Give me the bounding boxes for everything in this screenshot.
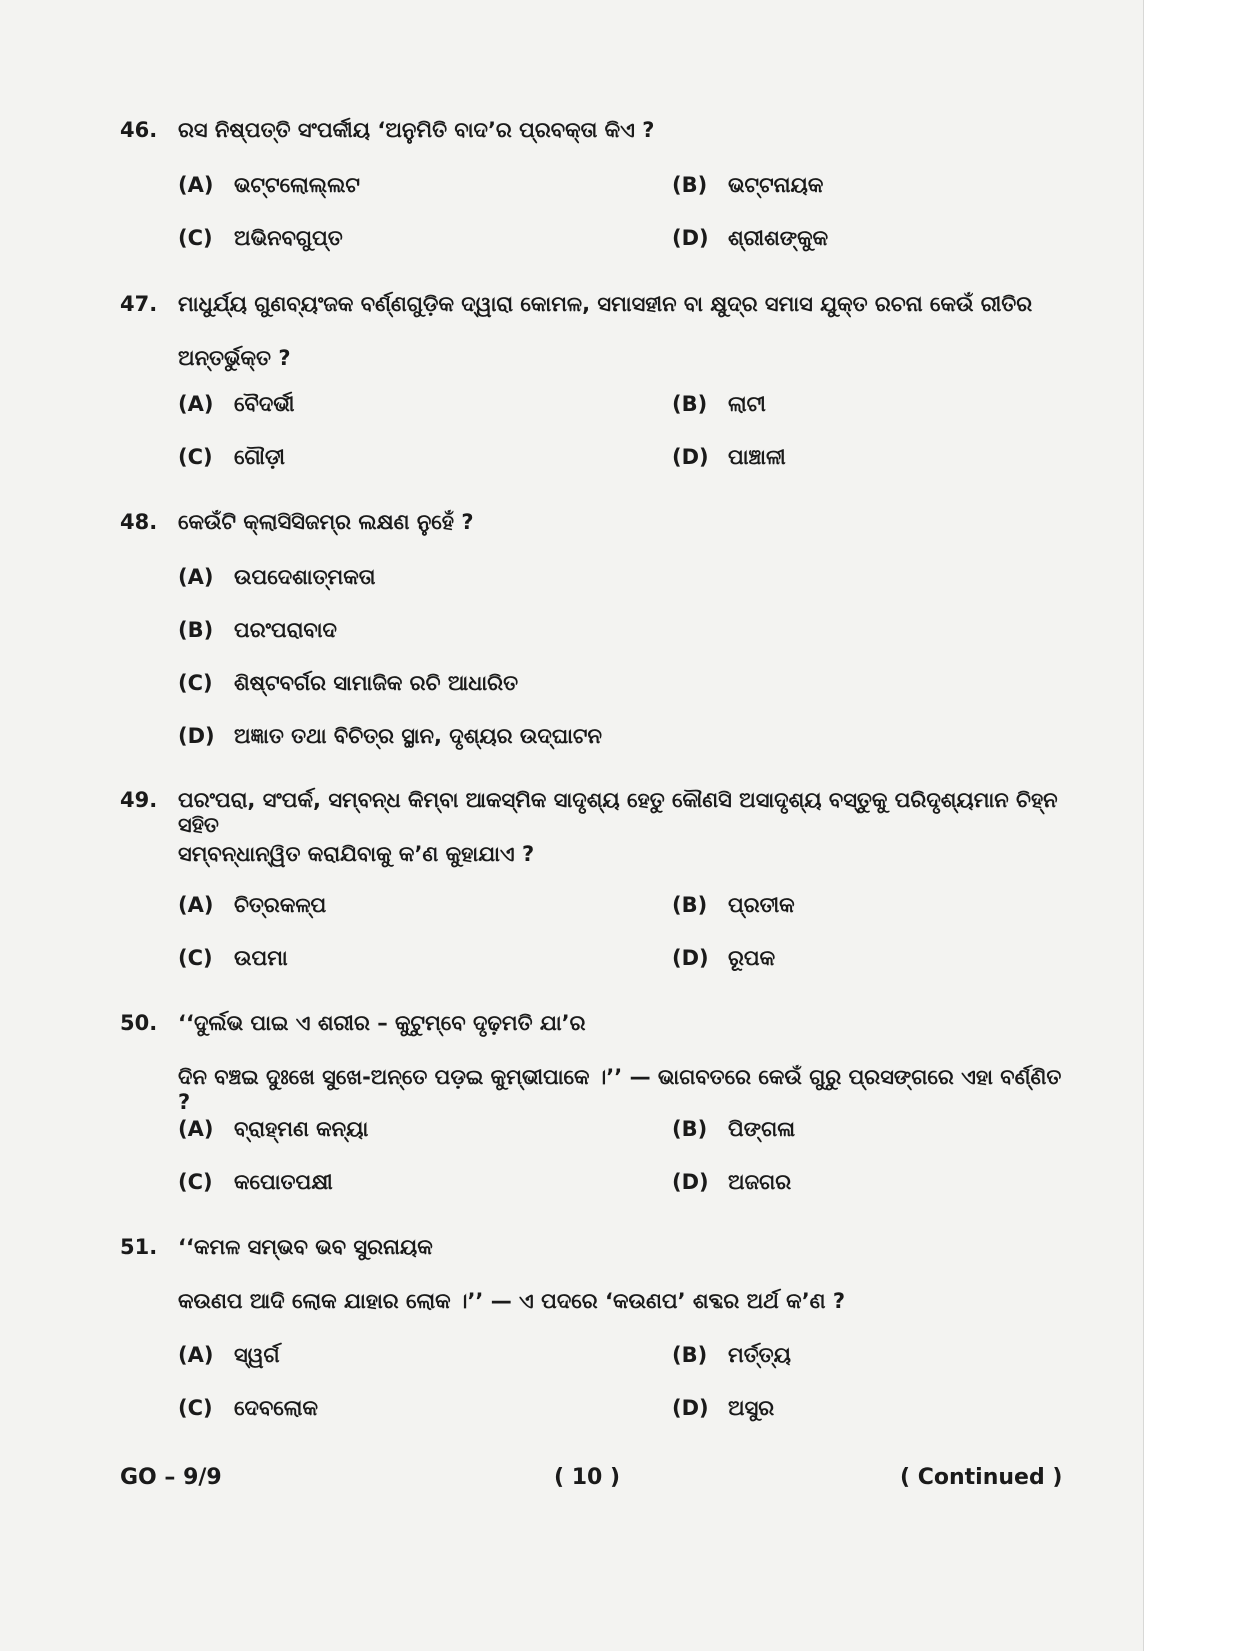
question-number: 49. xyxy=(120,788,158,812)
question-line: ‘‘ଦୁର୍ଲଭ ପାଇ ଏ ଶରୀର – କୁଟୁମ୍ବେ ଦୃଢ଼ମତି ଯା’ର xyxy=(178,1011,586,1035)
option-48-d xyxy=(178,724,602,749)
option-48-c xyxy=(178,671,518,696)
question-line: କେଉଁଟି କ୍ଲାସିସିଜମ୍‌ର ଲକ୍ଷଣ ନୁହେଁ ? xyxy=(178,510,474,534)
option-label: (B) xyxy=(672,173,708,197)
option-text: ଅଜ୍ଞାତ ତଥା ବିଚିତ୍ର ସ୍ଥାନ, ଦୃଶ୍ୟର ଉଦ୍‌ଘାଟନ xyxy=(234,724,602,748)
option-label: (D) xyxy=(672,445,709,469)
option-label: (A) xyxy=(178,173,214,197)
option-51-a xyxy=(178,1343,280,1368)
option-text: ମର୍ତ୍ତ୍ୟ xyxy=(728,1343,791,1367)
question-line: ରସ ନିଷ୍ପତ୍ତି ସଂପର୍କୀୟ ‘ଅନୁମିତି ବାଦ’ର ପ୍ରବକ୍ତା କିଏ ? xyxy=(178,118,655,142)
question-text xyxy=(178,1235,1080,1343)
question-51 xyxy=(120,1235,1080,1343)
question-line: ଦିନ ବଞ୍ଚଇ ଦୁଃଖେ ସୁଖେ-ଅନ୍ତେ ପଡ଼ଇ କୁମ୍ଭୀପାକେ ।’’ — ଭାଗବତରେ କେଉଁ ଗୁରୁ ପ୍ରସଙ୍ଗରେ ଏହା ବର୍ଣ୍ଣିତ ? xyxy=(178,1065,1062,1115)
question-49 xyxy=(120,788,1080,896)
option-49-d xyxy=(672,946,775,971)
option-46-b xyxy=(672,173,823,198)
option-51-d xyxy=(672,1396,774,1421)
question-line: ପରଂପରା, ସଂପର୍କ, ସମ୍ବନ୍ଧ କିମ୍ବା ଆକସ୍ମିକ ସାଦୃଶ୍ୟ ହେତୁ କୌଣସି ଅସାଦୃଶ୍ୟ ବସ୍ତୁକୁ ପରିଦୃଶ୍ୟମାନ ଚିହ୍ନ ସହିତ xyxy=(178,788,1058,838)
option-50-a xyxy=(178,1117,368,1142)
option-50-d xyxy=(672,1170,791,1195)
option-text: ଭଟ୍ଟଲୋଲ୍ଲଟ xyxy=(234,173,360,197)
option-label: (D) xyxy=(672,1170,709,1194)
question-47 xyxy=(120,292,1080,400)
question-line: କଉଣପ ଆଦି ଲୋକ ଯାହାର ଲୋକ ।’’ — ଏ ପଦରେ ‘କଉଣପ’ ଶବ୍ଦର ଅର୍ଥ କ’ଣ ? xyxy=(178,1289,846,1313)
question-line: ସମ୍ବନ୍ଧାନ୍ୱିତ କରାଯିବାକୁ କ’ଣ କୁହାଯାଏ ? xyxy=(178,842,535,866)
option-label: (C) xyxy=(178,226,213,250)
option-text: ଭଟ୍ଟନାୟକ xyxy=(728,173,824,197)
option-text: କପୋତପକ୍ଷୀ xyxy=(234,1170,333,1194)
option-46-d xyxy=(672,226,828,251)
page-number: ( 10 ) xyxy=(554,1465,621,1490)
option-text: ରୂପକ xyxy=(728,946,776,970)
option-label: (B) xyxy=(672,1343,708,1367)
option-label: (D) xyxy=(672,1396,709,1420)
option-label: (C) xyxy=(178,946,213,970)
option-label: (A) xyxy=(178,893,214,917)
option-text: ଅସୁର xyxy=(728,1396,775,1420)
option-text: ଅଜଗର xyxy=(728,1170,792,1194)
option-text: ପାଞ୍ଚାଳୀ xyxy=(728,445,786,469)
option-text: ଗୌଡ଼ୀ xyxy=(234,445,286,469)
option-label: (D) xyxy=(672,946,709,970)
option-text: ବୈଦର୍ଭୀ xyxy=(234,392,295,416)
option-49-a xyxy=(178,893,326,918)
option-label: (D) xyxy=(672,226,709,250)
question-number: 51. xyxy=(120,1235,158,1259)
option-label: (B) xyxy=(672,893,708,917)
question-text xyxy=(178,118,1080,172)
booklet-code: GO – 9/9 xyxy=(120,1465,222,1490)
option-text: ସ୍ୱର୍ଗ xyxy=(234,1343,280,1367)
option-47-b xyxy=(672,392,766,417)
option-text: ଚିତ୍ରକଳ୍ପ xyxy=(234,893,327,917)
option-text: ପ୍ରତୀକ xyxy=(728,893,795,917)
question-number: 47. xyxy=(120,292,158,316)
question-text xyxy=(178,510,1080,564)
question-text xyxy=(178,292,1080,400)
option-48-a xyxy=(178,565,375,590)
option-text: ଶିଷ୍ଟବର୍ଗର ସାମାଜିକ ରଚି ଆଧାରିତ xyxy=(234,671,519,695)
option-text: ଉପଦେଶାତ୍ମକତା xyxy=(234,565,376,589)
option-text: ଦେବଲୋକ xyxy=(234,1396,318,1420)
question-number: 46. xyxy=(120,118,158,142)
option-text: ପରଂପରାବାଦ xyxy=(234,618,337,642)
option-47-a xyxy=(178,392,294,417)
option-text: ଲାଟୀ xyxy=(728,392,766,416)
question-line: ମାଧୁର୍ଯ୍ୟ ଗୁଣବ୍ୟଂଜକ ବର୍ଣ୍ଣଗୁଡ଼ିକ ଦ୍ୱାରା କୋମଳ, ସମାସହୀନ ବା କ୍ଷୁଦ୍ର ସମାସ ଯୁକ୍ତ ରଚନା କେଉଁ ରୀତିର xyxy=(178,292,1033,316)
option-51-b xyxy=(672,1343,791,1368)
option-label: (C) xyxy=(178,671,213,695)
question-48 xyxy=(120,510,1080,564)
option-label: (C) xyxy=(178,445,213,469)
option-47-d xyxy=(672,445,786,470)
question-50 xyxy=(120,1011,1080,1119)
option-label: (B) xyxy=(672,1117,708,1141)
option-text: ଶ୍ରୀଶଙ୍କୁକ xyxy=(728,226,829,250)
question-line: ‘‘କମଳ ସମ୍ଭବ ଭବ ସୁରନାୟକ xyxy=(178,1235,433,1259)
question-46 xyxy=(120,118,1080,172)
question-line: ଅନ୍ତର୍ଭୁକ୍ତ ? xyxy=(178,346,291,370)
option-label: (A) xyxy=(178,565,214,589)
question-text xyxy=(178,788,1080,896)
option-51-c xyxy=(178,1396,318,1421)
option-label: (B) xyxy=(672,392,708,416)
option-46-c xyxy=(178,226,343,251)
option-text: ଅଭିନବଗୁପ୍ତ xyxy=(234,226,343,250)
option-49-c xyxy=(178,946,288,971)
question-text xyxy=(178,1011,1080,1119)
option-48-b xyxy=(178,618,337,643)
continued-label: ( Continued ) xyxy=(900,1465,1063,1490)
option-label: (A) xyxy=(178,1117,214,1141)
option-label: (A) xyxy=(178,1343,214,1367)
option-text: ଉପମା xyxy=(234,946,288,970)
option-label: (B) xyxy=(178,618,214,642)
option-label: (D) xyxy=(178,724,215,748)
question-number: 48. xyxy=(120,510,158,534)
option-46-a xyxy=(178,173,360,198)
option-50-c xyxy=(178,1170,333,1195)
option-49-b xyxy=(672,893,795,918)
option-text: ବ୍ରାହ୍ମଣ କନ୍ୟା xyxy=(234,1117,369,1141)
question-number: 50. xyxy=(120,1011,158,1035)
option-label: (C) xyxy=(178,1170,213,1194)
option-50-b xyxy=(672,1117,795,1142)
option-text: ପିଙ୍ଗଳା xyxy=(728,1117,796,1141)
option-47-c xyxy=(178,445,285,470)
option-label: (A) xyxy=(178,392,214,416)
option-label: (C) xyxy=(178,1396,213,1420)
